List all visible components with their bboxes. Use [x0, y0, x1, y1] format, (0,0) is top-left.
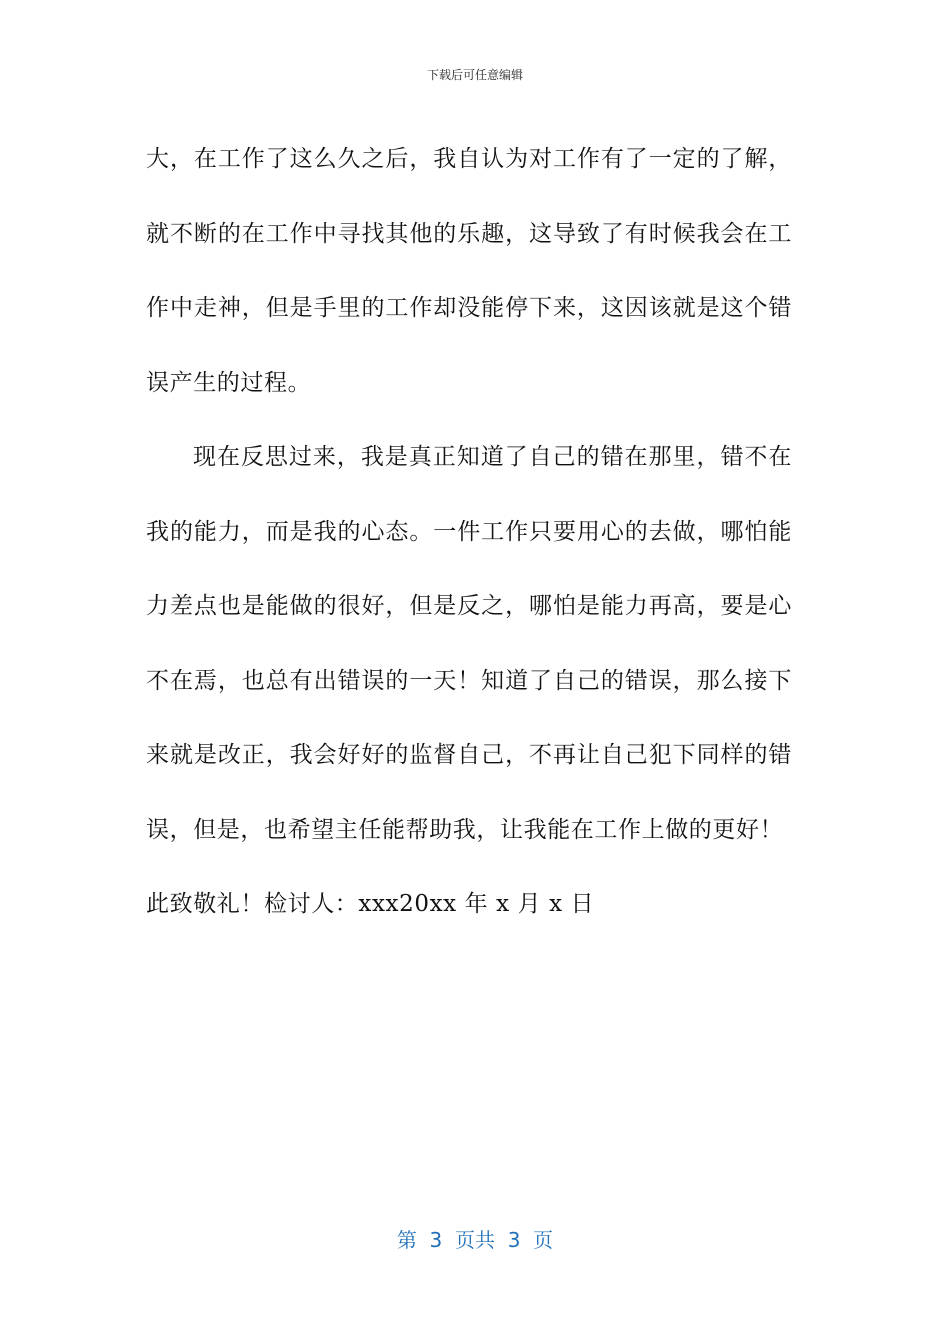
document-body	[146, 122, 792, 942]
paragraph-reflection: 现在反思过来，我是真正知道了自己的错在那里，错不在我的能力，而是我的心态。一件工作只要用心的去做，哪怕能力差点也是能做的很好，但是反之，哪怕是能力再高，要是心不在焉，也总有出错误的一天！知道了自己的错误，那么接下来就是改正，我会好好的监督自己，不再让自己犯下同样的错误，但是，也希望主任能帮助我，让我能在工作上做的更好！	[146, 444, 792, 843]
page-number-footer: 第 3 页共 3 页	[396, 1228, 554, 1252]
header-note: 下载后可任意编辑	[426, 68, 523, 82]
paragraph-continuation: 大，在工作了这么久之后，我自认为对工作有了一定的了解，就不断的在工作中寻找其他的乐趣，这导致了有时候我会在工作中走神，但是手里的工作却没能停下来，这因该就是这个错误产生的过程。	[146, 146, 792, 396]
paragraph-signature: 此致敬礼！检讨人：xxx20xx 年 x 月 x 日	[146, 891, 595, 917]
